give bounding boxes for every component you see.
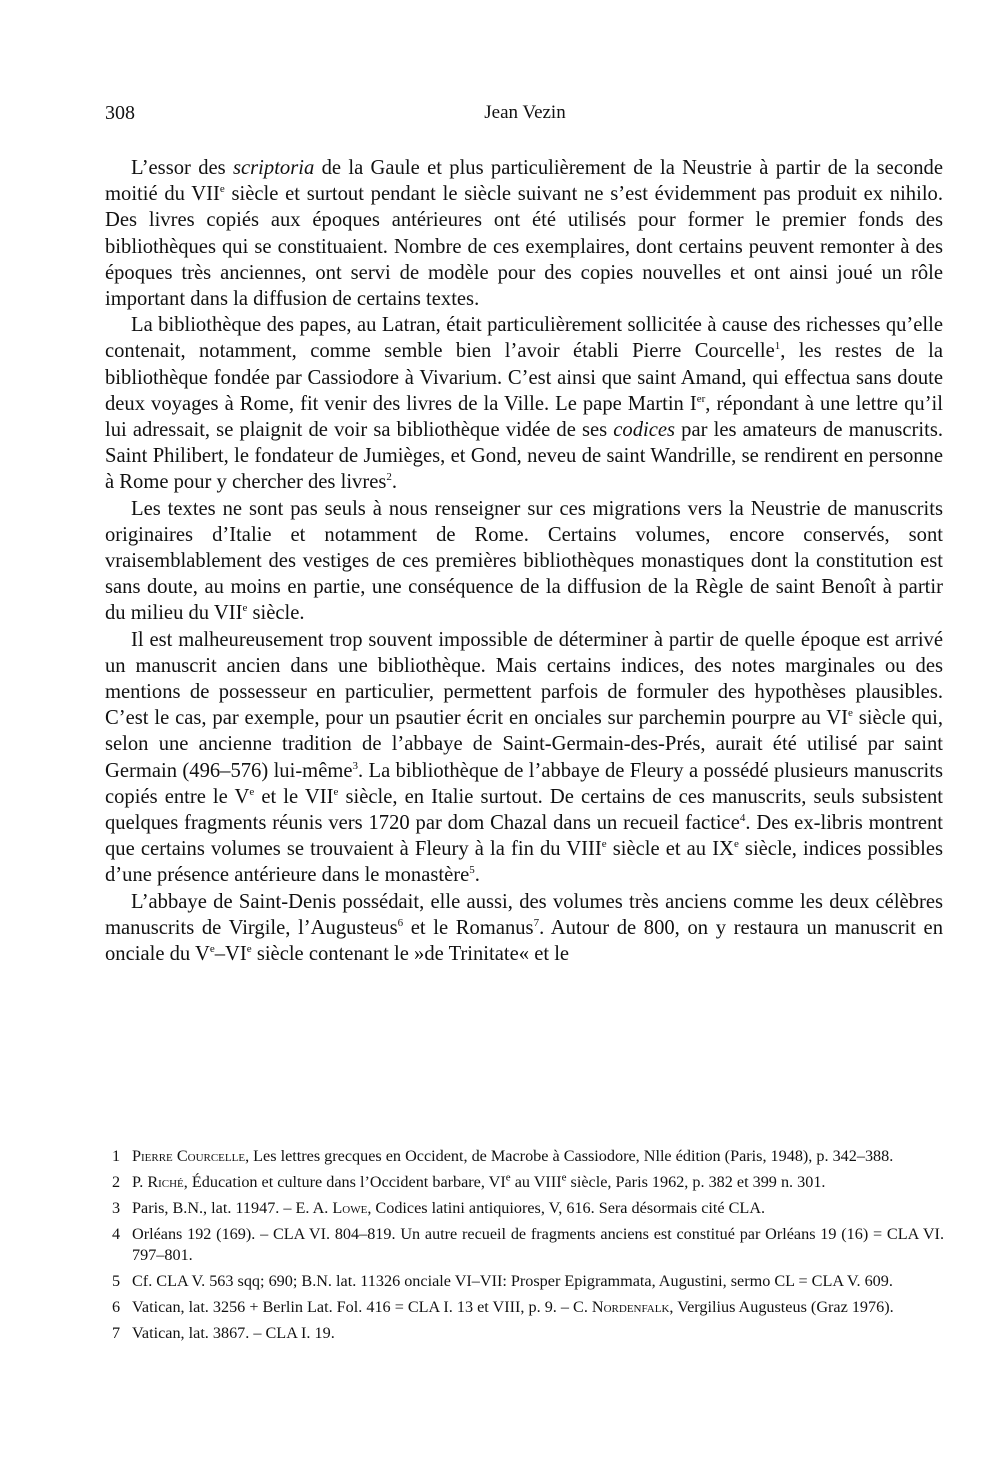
footnote-number: 6	[112, 1298, 121, 1316]
footnote-number: 5	[112, 1272, 121, 1290]
footnote: 1 Pierre Courcelle, Les lettres grecques en Occident, de Macrobe à Cassiodore, Nlle édition (Paris, 1948), p. 342–388.	[112, 1147, 894, 1165]
footnote: 5 Cf. CLA V. 563 sqq; 690; B.N. lat. 11326 onciale VI–VII: Prosper Epigrammata, Augustini, sermo CL = CLA V. 609.	[112, 1272, 893, 1290]
footnote-ref[interactable]: 3	[352, 759, 358, 772]
footnote: 6 Vatican, lat. 3256 + Berlin Lat. Fol. 416 = CLA I. 13 et VIII, p. 9. – C. Nordenfalk, Vergilius Augusteus (Graz 1976).	[112, 1298, 894, 1316]
footnote: 4 Orléans 192 (169). – CLA VI. 804–819. Un autre recueil de fragments anciens est constitué par Orléans 19 (16) = CLA VI. 797–801.	[112, 1225, 944, 1264]
footnote: 3 Paris, B.N., lat. 11947. – E. A. Lowe, Codices latini antiquiores, V, 616. Sera désormais cité CLA.	[112, 1199, 766, 1217]
footnotes	[112, 1146, 944, 1349]
paragraph: L’essor des scriptoria de la Gaule et plus particulièrement de la Neustrie à partir de la seconde moitié du VIIe siècle et surtout pendant le siècle suivant ne s’est évidemment pas produit ex nihilo. Des livres copiés aux époques antérieures ont été utilisés pour former le premier fonds des bibliothèques qui se constituaient. Nombre de ces exemplaires, dont certains peuvent remonter à des époques très anciennes, ont servi de modèle pour des copies nouvelles et ont ainsi joué un rôle important dans la diffusion de certains textes.	[105, 157, 943, 311]
footnote-ref[interactable]: 4	[739, 812, 746, 825]
footnote-ref[interactable]: 1	[774, 340, 781, 353]
paragraph: L’abbaye de Saint-Denis possédait, elle aussi, des volumes très anciens comme les deux célèbres manuscrits de Virgile, l’Augusteus$^6$ et le Romanus$^7$. Autour de 800, on y restaura un manuscrit en onciale du Ve–VIe siècle contenant le »de Trinitate« et le	[105, 890, 943, 966]
footnote-number: 2	[112, 1173, 121, 1191]
running-head: Jean Vezin	[484, 102, 566, 123]
footnote: 7 Vatican, lat. 3867. – CLA I. 19.	[112, 1324, 335, 1342]
body-text	[105, 155, 943, 967]
footnote-ref[interactable]: 2	[386, 471, 392, 484]
footnote-ref[interactable]: 7	[533, 917, 540, 930]
footnote-ref[interactable]: 5	[469, 864, 475, 877]
footnote: 2 P. Riché, Éducation et culture dans l’Occident barbare, VIe au VIIIe siècle, Paris 1962, p. 382 et 399 n. 301.	[112, 1171, 826, 1191]
paragraph: Il est malheureusement trop souvent impossible de déterminer à partir de quelle époque est arrivé un manuscrit ancien dans une bibliothèque. Mais certains indices, des notes marginales ou des mentions de possesseur en particulier, permettent parfois de formuler des hypothèses plausibles. C’est le cas, par exemple, pour un psautier écrit en onciales sur parchemin pourpre au VIe siècle qui, selon une ancienne tradition de l’abbaye de Saint-Germain-des-Prés, aurait été utilisé par saint Germain (496–576) lui-même$^3$. La bibliothèque de l’abbaye de Fleury a possédé plusieurs manuscrits copiés entre le Ve et le VIIe siècle, en Italie surtout. De certains de ces manuscrits, seuls subsistent quelques fragments réunis vers 1720 par dom Chazal dans un recueil factice$^4$. Des ex-libris montrent que certains volumes se trouvaient à Fleury à la fin du VIIIe siècle et au IXe siècle, indices possibles d’une présence antérieure dans le monastère$^5$.	[105, 628, 943, 887]
footnote-number: 7	[112, 1324, 121, 1342]
paragraph: La bibliothèque des papes, au Latran, était particulièrement sollicitée à cause des richesses qu’elle contenait, notamment, comme semble bien l’avoir établi Pierre Courcelle$^1$, les restes de la bibliothèque fondée par Cassiodore à Vivarium. C’est ainsi que saint Amand, qui effectua sans doute deux voyages à Rome, fit venir des livres de la Ville. Le pape Martin Ier, répondant à une lettre qu’il lui adressait, se plaignit de voir sa bibliothèque vidée de ses codices par les amateurs de manuscrits. Saint Philibert, le fondateur de Jumièges, et Gond, neveu de saint Wandrille, se rendirent en personne à Rome pour y chercher des livres$^2$.	[105, 314, 943, 494]
footnote-number: 4	[112, 1225, 121, 1243]
page-number: 308	[105, 102, 135, 124]
footnote-ref[interactable]: 6	[397, 917, 404, 930]
footnote-number: 3	[112, 1199, 121, 1217]
footnote-number: 1	[112, 1147, 121, 1165]
paragraph: Les textes ne sont pas seuls à nous renseigner sur ces migrations vers la Neustrie de manuscrits originaires d’Italie et notamment de Rome. Certains volumes, encore conservés, sont vraisemblablement des vestiges de ces premières bibliothèques monastiques dont la constitution est sans doute, au moins en partie, une conséquence de la diffusion de la Règle de saint Benoît à partir du milieu du VIIe siècle.	[105, 497, 943, 625]
page-header	[105, 102, 945, 132]
